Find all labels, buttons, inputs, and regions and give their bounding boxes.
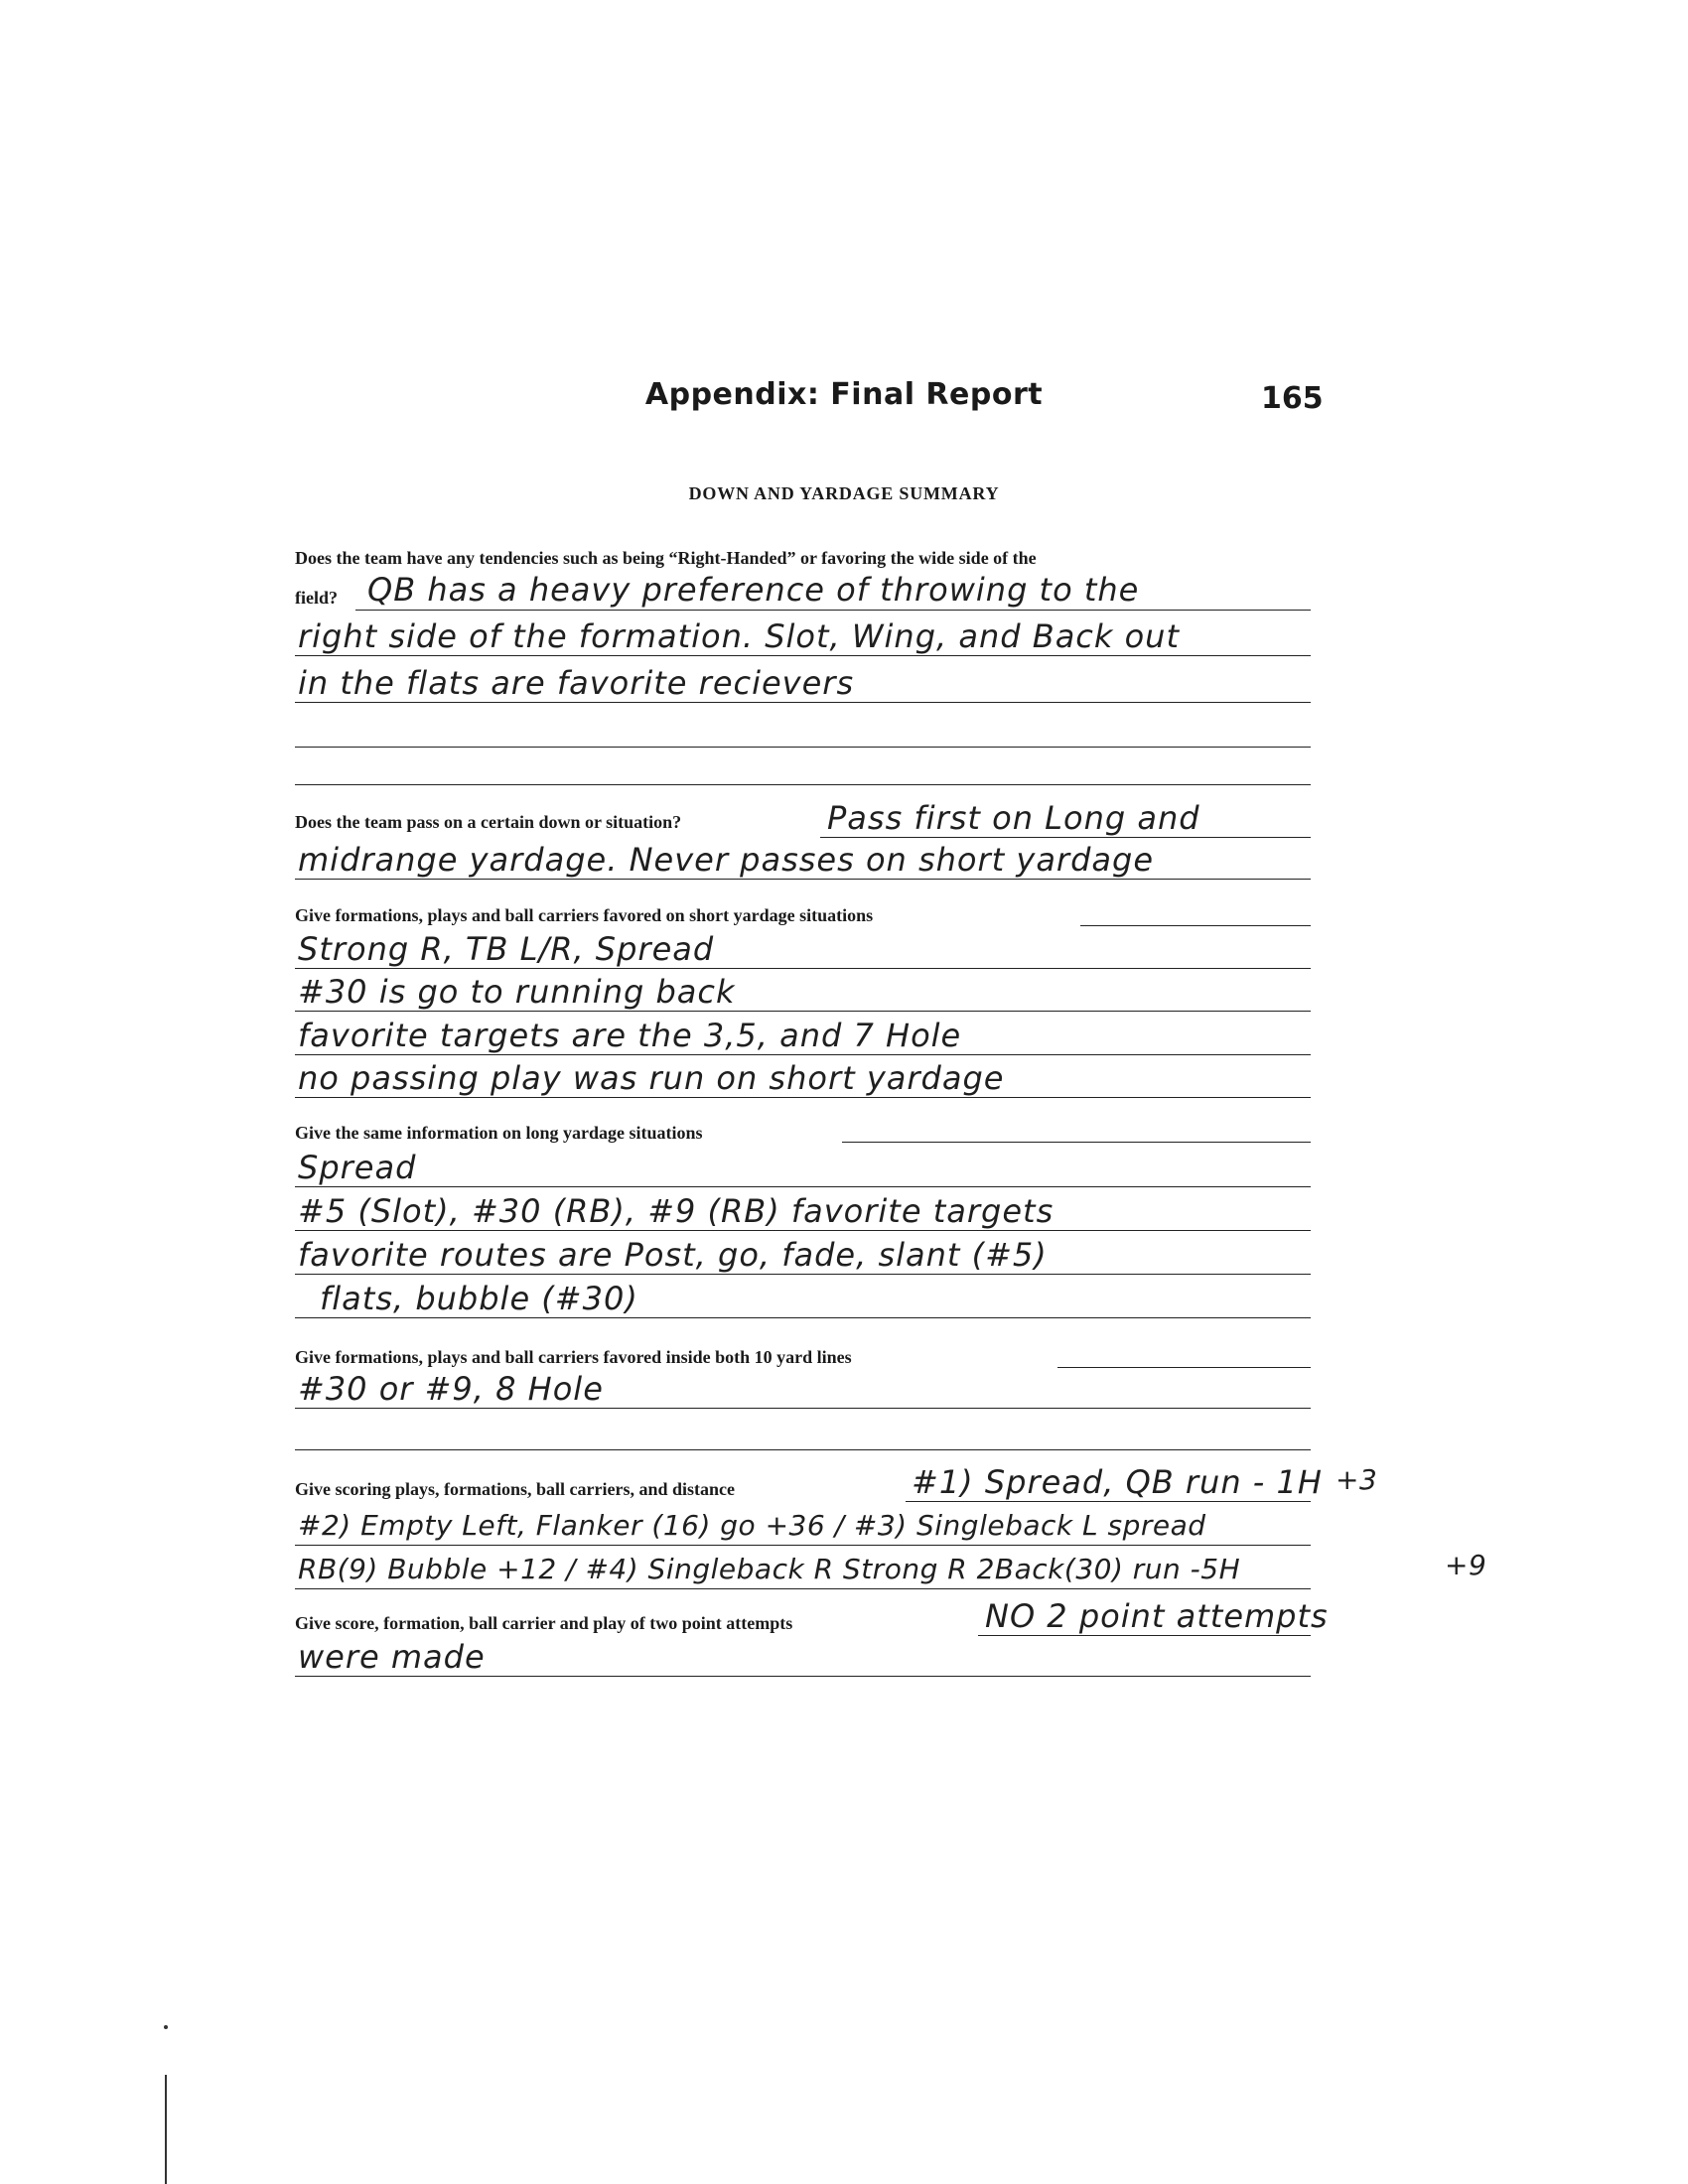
q2-line-2 [295, 879, 1311, 880]
q4-answer-line4: flats, bubble (#30) [320, 1280, 638, 1317]
page-header [0, 377, 1688, 427]
q7-line-1 [978, 1635, 1311, 1636]
q4-line-4 [295, 1317, 1311, 1318]
q2-line-1 [820, 837, 1311, 838]
q7-answer-line1: NO 2 point attempts [985, 1597, 1329, 1635]
q2-prompt: Does the team pass on a certain down or situation? [295, 812, 682, 832]
section-title: DOWN AND YARDAGE SUMMARY [688, 483, 1000, 503]
scan-margin-dot [164, 2025, 168, 2029]
q1-prompt-line2: field? [295, 588, 338, 608]
header-title: Appendix: Final Report [644, 377, 1044, 412]
q3-line-0 [1080, 925, 1311, 926]
q6-answer-line3: RB(9) Bubble +12 / #4) Singleback R Strong R 2Back(30) run -5H [298, 1553, 1241, 1585]
q1-line-1 [355, 610, 1311, 611]
q1-line-2 [295, 655, 1311, 656]
q6-answer-line1: #1) Spread, QB run - 1H [912, 1463, 1323, 1501]
q6-line-2 [295, 1545, 1311, 1546]
q6-answer-line2: #2) Empty Left, Flanker (16) go +36 / #3) Singleback L spread [298, 1509, 1206, 1542]
q3-line-2 [295, 1011, 1311, 1012]
q3-answer-line1: Strong R, TB L/R, Spread [298, 930, 715, 968]
q3-line-4 [295, 1097, 1311, 1098]
q5-prompt: Give formations, plays and ball carriers favored inside both 10 yard lines [295, 1347, 852, 1367]
q6-prompt: Give scoring plays, formations, ball carriers, and distance [295, 1479, 735, 1499]
page-number: 165 [1261, 381, 1324, 416]
q2-answer-line2: midrange yardage. Never passes on short yardage [298, 841, 1154, 879]
q3-answer-line2: #30 is go to running back [298, 973, 736, 1011]
q7-line-2 [295, 1676, 1311, 1677]
q1-line-3 [295, 702, 1311, 703]
q5-line-2 [295, 1449, 1311, 1450]
q6-answer-note1: +3 [1336, 1463, 1378, 1496]
q4-line-3 [295, 1274, 1311, 1275]
q6-answer-note2: +9 [1445, 1549, 1487, 1581]
q1-prompt-line1: Does the team have any tendencies such as being “Right-Handed” or favoring the wide side of the [295, 548, 1037, 568]
q6-line-3 [295, 1588, 1311, 1589]
q2-answer-line1: Pass first on Long and [827, 799, 1200, 837]
q1-line-4 [295, 747, 1311, 748]
q3-line-3 [295, 1054, 1311, 1055]
q3-answer-line3: favorite targets are the 3,5, and 7 Hole [298, 1017, 962, 1054]
scan-margin-mark [165, 2075, 167, 2184]
q3-answer-line4: no passing play was run on short yardage [298, 1059, 1005, 1097]
q7-answer-line2: were made [298, 1638, 486, 1676]
q1-line-5 [295, 784, 1311, 785]
q5-line-1 [295, 1408, 1311, 1409]
q4-answer-line2: #5 (Slot), #30 (RB), #9 (RB) favorite targets [298, 1192, 1055, 1230]
q5-answer-line1: #30 or #9, 8 Hole [298, 1370, 604, 1408]
q1-answer-line3: in the flats are favorite recievers [298, 664, 855, 702]
q7-prompt: Give score, formation, ball carrier and play of two point attempts [295, 1613, 793, 1633]
q6-line-1 [906, 1501, 1311, 1502]
q4-line-2 [295, 1230, 1311, 1231]
q3-prompt: Give formations, plays and ball carriers favored on short yardage situations [295, 905, 874, 925]
q4-line-0 [842, 1142, 1311, 1143]
q1-answer-line2: right side of the formation. Slot, Wing, and Back out [298, 617, 1180, 655]
q1-answer-line1: QB has a heavy preference of throwing to the [367, 571, 1140, 609]
q5-line-0 [1057, 1367, 1311, 1368]
q4-answer-line3: favorite routes are Post, go, fade, slant (#5) [298, 1236, 1048, 1274]
q4-prompt: Give the same information on long yardage situations [295, 1123, 703, 1143]
q3-line-1 [295, 968, 1311, 969]
q4-line-1 [295, 1186, 1311, 1187]
q4-answer-line1: Spread [298, 1149, 417, 1186]
